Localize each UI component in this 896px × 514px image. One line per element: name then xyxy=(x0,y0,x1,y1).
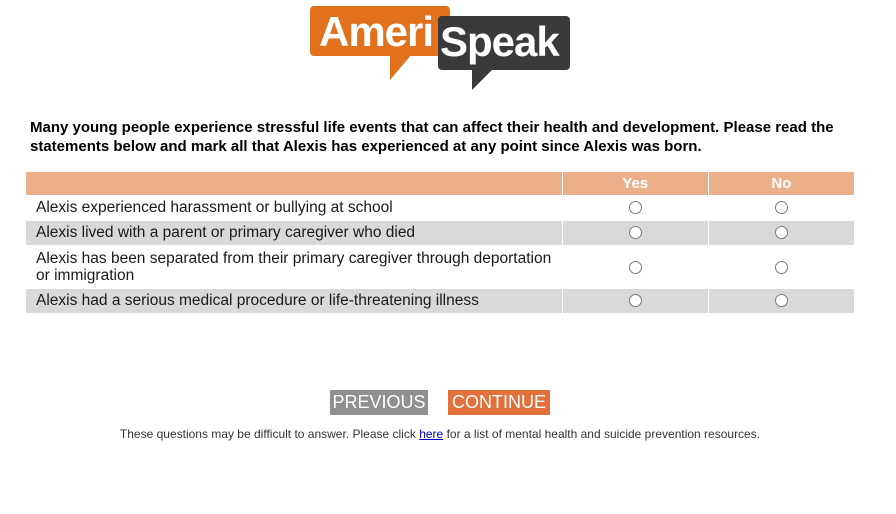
grid-row-caregiver-died xyxy=(26,221,854,246)
logo-dark-bubble-tail xyxy=(472,68,494,90)
footer-text-after: for a list of mental health and suicide prevention resources. xyxy=(446,427,761,441)
no-cell xyxy=(708,289,854,314)
statement-label: Alexis has been separated from their primary caregiver through deportation or immigration xyxy=(26,246,562,289)
no-radio[interactable] xyxy=(775,226,788,239)
footer-text-before: These questions may be difficult to answer. Please click xyxy=(119,427,416,441)
response-grid xyxy=(26,172,854,313)
no-cell xyxy=(708,221,854,246)
no-radio[interactable] xyxy=(775,294,788,307)
statement-label: Alexis had a serious medical procedure or life-threatening illness xyxy=(26,289,562,314)
grid-row-separated xyxy=(26,246,854,289)
grid-header-yes: Yes xyxy=(562,172,708,196)
yes-cell xyxy=(562,196,708,221)
yes-radio[interactable] xyxy=(629,201,642,214)
statement-label: Alexis lived with a parent or primary caregiver who died xyxy=(26,221,562,246)
yes-radio[interactable] xyxy=(629,226,642,239)
grid-header-statement xyxy=(26,172,562,196)
continue-button[interactable]: CONTINUE xyxy=(448,390,550,415)
grid-row-medical xyxy=(26,289,854,314)
resources-link[interactable]: here xyxy=(419,427,444,441)
no-cell xyxy=(708,246,854,289)
yes-radio[interactable] xyxy=(629,261,642,274)
no-radio[interactable] xyxy=(775,261,788,274)
previous-button[interactable]: PREVIOUS xyxy=(330,390,428,415)
question-text: Many young people experience stressful life events that can affect their health and development. Please read the statements below and mark all that Alexis has experienced at any point since Alexis was born. xyxy=(30,119,834,155)
yes-cell xyxy=(562,246,708,289)
no-cell xyxy=(708,196,854,221)
statement-label: Alexis experienced harassment or bullying at school xyxy=(26,196,562,221)
yes-cell xyxy=(562,221,708,246)
grid-row-bullying xyxy=(26,196,854,221)
yes-radio[interactable] xyxy=(629,294,642,307)
logo-text-ameri: Ameri xyxy=(319,8,434,55)
grid-header-no: No xyxy=(708,172,854,196)
yes-cell xyxy=(562,289,708,314)
no-radio[interactable] xyxy=(775,201,788,214)
grid-header-row xyxy=(26,172,854,196)
logo-text-speak: Speak xyxy=(440,18,559,65)
logo-orange-bubble-tail xyxy=(390,54,412,80)
ameri-speak-logo xyxy=(310,6,572,92)
footer-note xyxy=(0,427,880,441)
